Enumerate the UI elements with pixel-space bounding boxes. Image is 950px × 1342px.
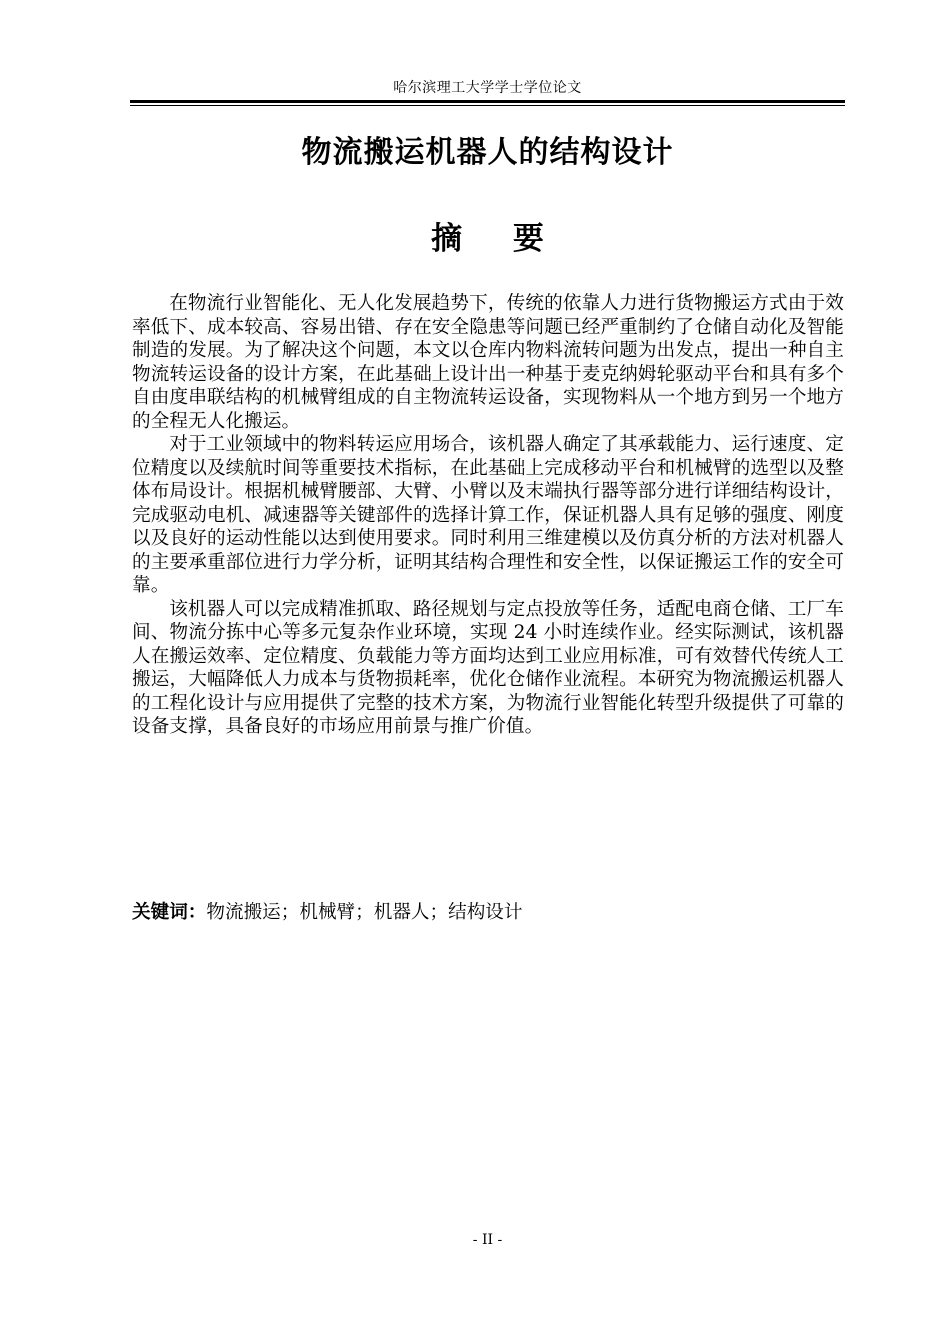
abstract-paragraph-2: 对于工业领域中的物料转运应用场合，该机器人确定了其承载能力、运行速度、定位精度以及续航时间等重要技术指标，在此基础上完成移动平台和机械臂的选型以及整体布局设计。根据机械臂腰部、大臂、小臂以及末端执行器等部分进行详细结构设计，完成驱动电机、减速器等关键部件的选择计算工作，保证机器人具有足够的强度、刚度以及良好的运动性能以达到使用要求。同时利用三维建模以及仿真分析的方法对机器人的主要承重部位进行力学分析，证明其结构合理性和安全性，以保证搬运工作的安全可靠。 bbox=[132, 434, 844, 596]
abstract-paragraph-1: 在物流行业智能化、无人化发展趋势下，传统的依靠人力进行货物搬运方式由于效率低下、成本较高、容易出错、存在安全隐患等问题已经严重制约了仓储自动化及智能制造的发展。为了解决这个问题，本文以仓库内物料流转问题为出发点，提出一种自主物流转运设备的设计方案，在此基础上设计出一种基于麦克纳姆轮驱动平台和具有多个自由度串联结构的机械臂组成的自主物流转运设备，实现物料从一个地方到另一个地方的全程无人化搬运。 bbox=[132, 293, 844, 432]
abstract-paragraph-3: 该机器人可以完成精准抓取、路径规划与定点投放等任务，适配电商仓储、工厂车间、物流分拣中心等多元复杂作业环境，实现 24 小时连续作业。经实际测试，该机器人在搬运效率、定位精度、负载能力等方面均达到工业应用标准，可有效替代传统人工搬运，大幅降低人力成本与货物损耗率，优化仓储作业流程。本研究为物流搬运机器人的工程化设计与应用提供了完整的技术方案，为物流行业智能化转型升级提供了可靠的设备支撑，具备良好的市场应用前景与推广价值。 bbox=[132, 598, 844, 737]
running-header: 哈尔滨理工大学学士学位论文 bbox=[393, 80, 582, 96]
thesis-title: 物流搬运机器人的结构设计 bbox=[301, 135, 674, 170]
keywords-text: 物流搬运；机械臂；机器人；结构设计 bbox=[206, 902, 523, 923]
abstract-body bbox=[132, 292, 844, 739]
header-rule-thick bbox=[130, 100, 845, 103]
keywords-line bbox=[132, 901, 844, 925]
keywords-label: 关键词： bbox=[132, 902, 207, 923]
header-rule-thin bbox=[130, 105, 845, 106]
page-number: - II - bbox=[472, 1232, 503, 1248]
abstract-heading: 摘 要 bbox=[431, 221, 544, 257]
